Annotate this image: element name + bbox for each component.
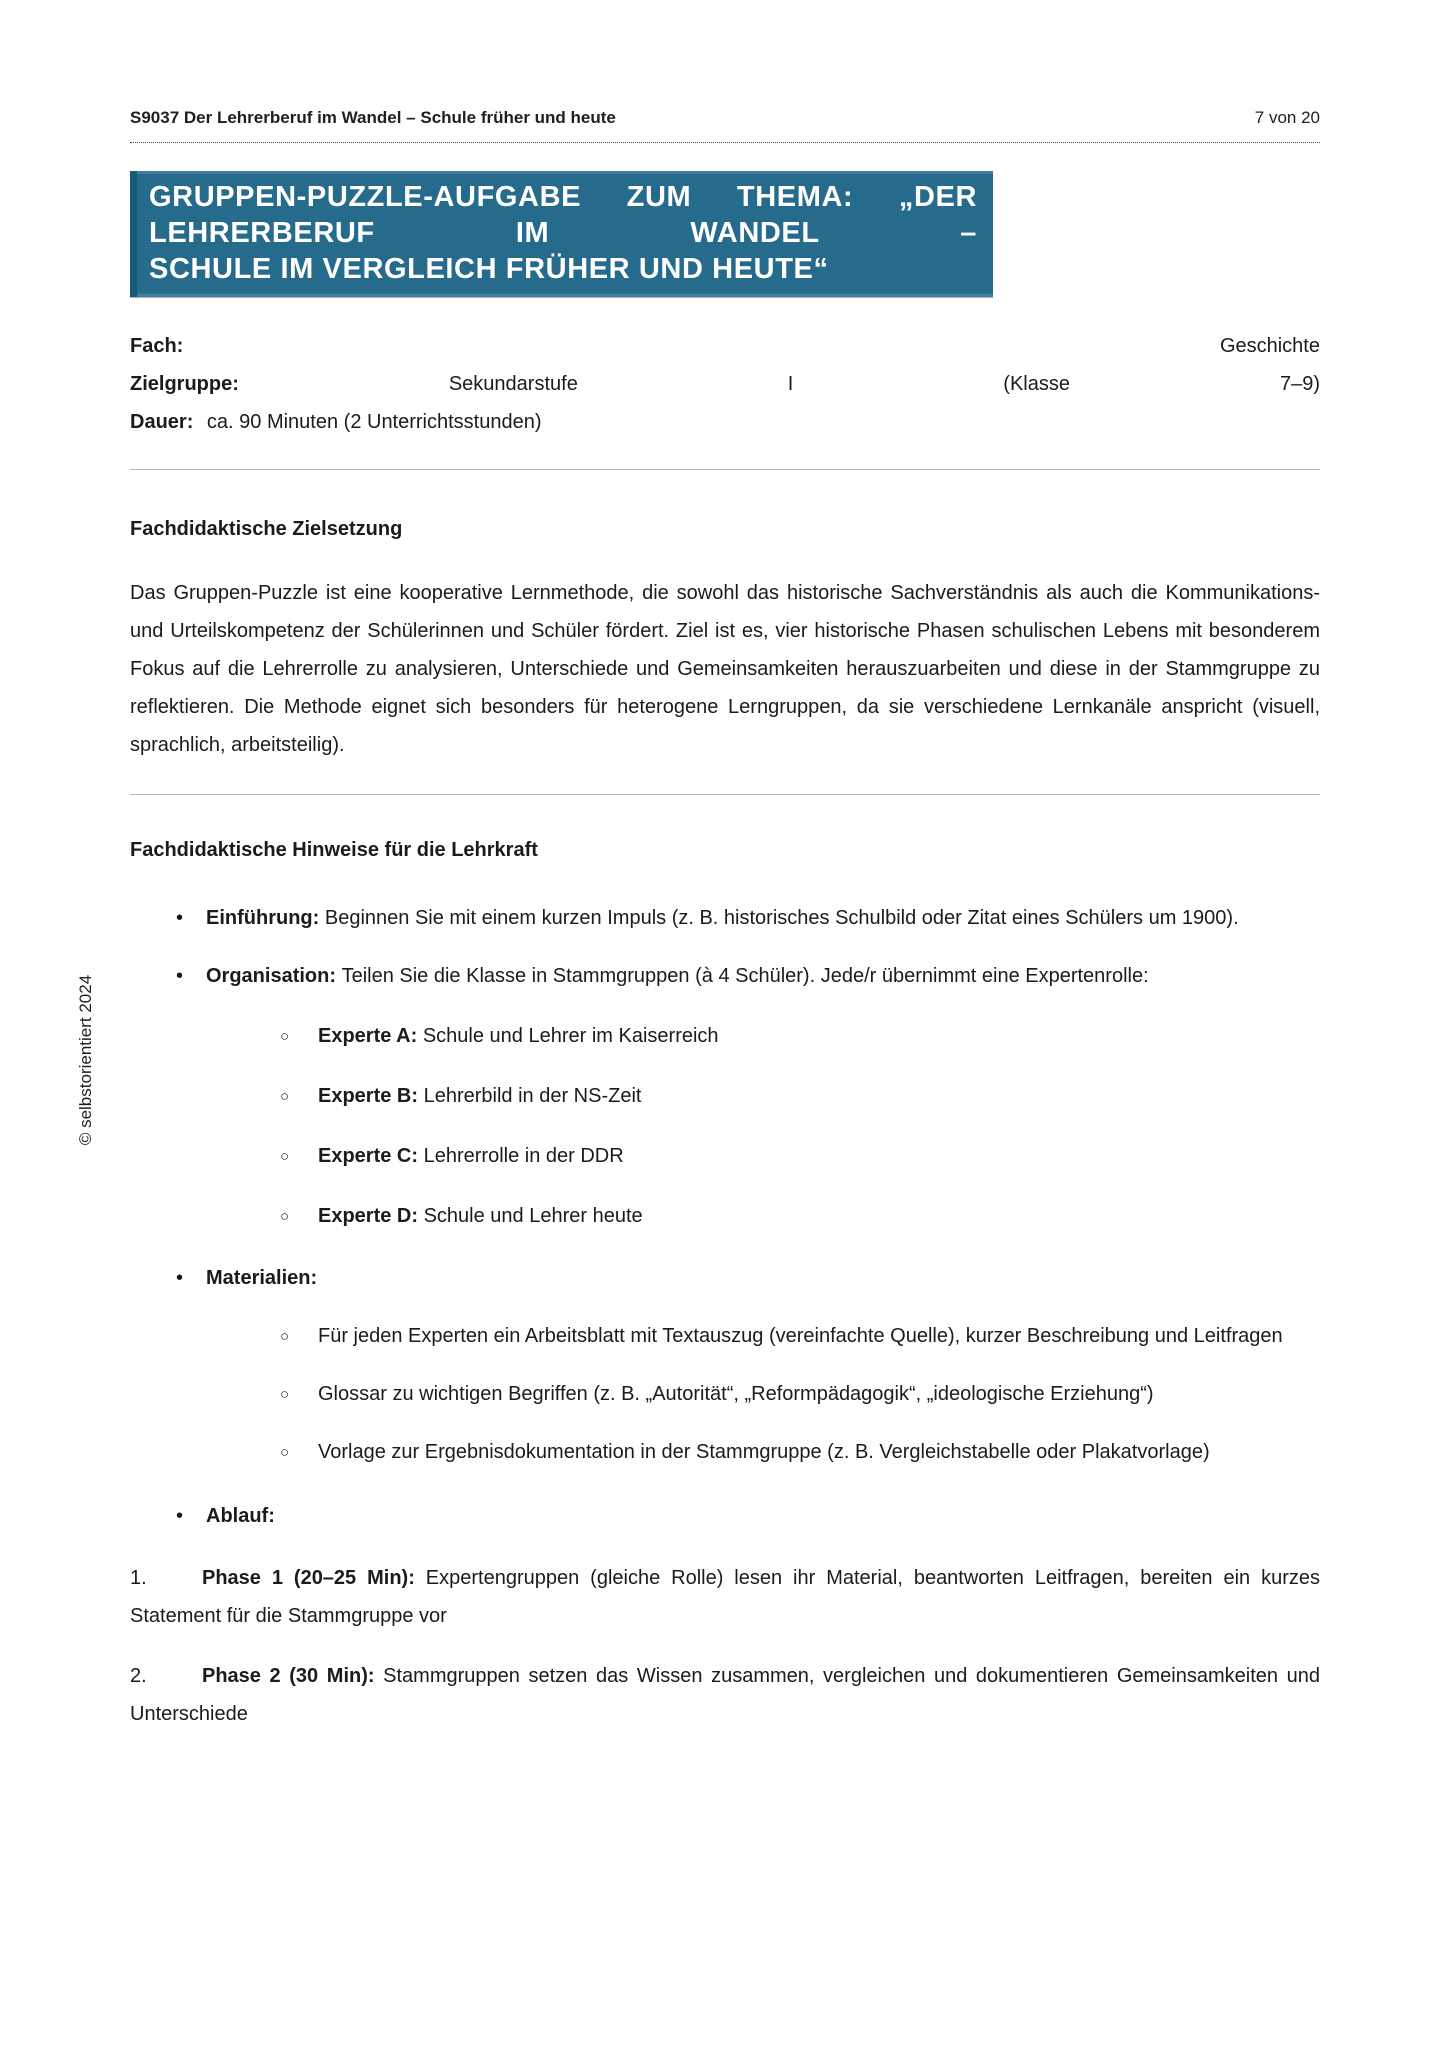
einfuehrung-text: Beginnen Sie mit einem kurzen Impuls (z. B. historisches Schulbild oder Zitat eines Schülers um 1900).: [324, 907, 1239, 929]
phase-2-number: 2.: [130, 1665, 147, 1687]
page-content: [130, 0, 1320, 1733]
material-item-2-text: Glossar zu wichtigen Begriffen (z. B. „Autorität“, „Reformpädagogik“, „ideologische Erziehung“): [318, 1383, 1154, 1405]
divider-1: [130, 469, 1320, 470]
zielgruppe-row: [130, 365, 1320, 403]
paragraph-zielsetzung: Das Gruppen-Puzzle ist eine kooperative Lernmethode, die sowohl das historische Sachverständnis als auch die Kommunikations- und Urteilskompetenz der Schülerinnen und Schüler fördert. Ziel ist es, vier historische Phasen schulischen Lebens mit besonderem Fokus auf die Lehrerrolle zu analysieren, Unterschiede und Gemeinsamkeiten herauszuarbeiten und diese in der Stammgruppe zu reflektieren. Die Methode eignet sich besonders für heterogene Lerngruppen, da sie verschiedene Lernkanäle anspricht (visuell, sprachlich, arbeitsteilig).: [130, 582, 1320, 756]
title-line-1: GRUPPEN-PUZZLE-AUFGABE ZUM THEMA: „DER LEHRERBERUF IM WANDEL –: [149, 181, 977, 249]
zielgruppe-word: I: [787, 373, 794, 395]
bullet-materialien: [130, 1259, 1320, 1297]
zielgruppe-label: Zielgruppe:: [130, 373, 239, 395]
expert-item-d: [130, 1197, 1320, 1235]
phase-1-text: Expertengruppen (gleiche Rolle) lesen ihr Material, beantworten Leitfragen, bereiten ein kurzes Statement für die Stammgruppe vor: [130, 1567, 1320, 1627]
divider-2: [130, 794, 1320, 795]
material-item-1-text: Für jeden Experten ein Arbeitsblatt mit Textauszug (vereinfachte Quelle), kurzer Beschreibung und Leitfragen: [318, 1325, 1283, 1347]
expert-b-label: Experte B:: [318, 1085, 424, 1107]
circle-bullet-icon: ○: [280, 1386, 290, 1403]
heading-zielsetzung: Fachdidaktische Zielsetzung: [130, 518, 403, 540]
expert-item-c: [130, 1137, 1320, 1175]
organisation-label: Organisation:: [206, 965, 342, 987]
dauer-row: [130, 403, 1320, 441]
phase-1-label: Phase 1 (20–25 Min):: [202, 1567, 426, 1589]
page-indicator: 7 von 20: [1254, 108, 1320, 127]
doc-code: S9037 Der Lehrerberuf im Wandel – Schule früher und heute: [130, 108, 616, 127]
running-header: [130, 0, 1320, 143]
einfuehrung-label: Einführung:: [206, 907, 325, 929]
bullet-icon: •: [176, 907, 184, 929]
circle-bullet-icon: ○: [280, 1208, 290, 1225]
fach-label: Fach:: [130, 335, 184, 357]
circle-bullet-icon: ○: [280, 1444, 290, 1461]
organisation-text: Teilen Sie die Klasse in Stammgruppen (à 4 Schüler). Jede/r übernimmt eine Expertenrolle:: [341, 965, 1149, 987]
meta-block: [130, 327, 1320, 441]
bullet-icon: •: [176, 1267, 184, 1289]
dauer-label: Dauer:: [130, 411, 199, 433]
zielgruppe-word: 7–9): [1279, 373, 1320, 395]
material-item-2: [130, 1375, 1320, 1413]
zielgruppe-word: Sekundarstufe: [448, 373, 578, 395]
bullet-icon: •: [176, 965, 184, 987]
dauer-value: ca. 90 Minuten (2 Unterrichtsstunden): [206, 411, 542, 433]
expert-d-label: Experte D:: [318, 1205, 424, 1227]
phase-2-label: Phase 2 (30 Min):: [202, 1665, 384, 1687]
fach-value: Geschichte: [1219, 335, 1320, 357]
phase-1-number: 1.: [130, 1567, 147, 1589]
expert-b-text: Lehrerbild in der NS-Zeit: [423, 1085, 642, 1107]
circle-bullet-icon: ○: [280, 1028, 290, 1045]
circle-bullet-icon: ○: [280, 1328, 290, 1345]
material-item-3: [130, 1433, 1320, 1471]
bullet-einfuehrung: [130, 899, 1320, 937]
zielgruppe-word: (Klasse: [1003, 373, 1070, 395]
copyright-sidenote: © selbstorientiert 2024: [76, 974, 95, 1146]
phase-item-1: [130, 1559, 1320, 1635]
expert-a-text: Schule und Lehrer im Kaiserreich: [422, 1025, 719, 1047]
circle-bullet-icon: ○: [280, 1088, 290, 1105]
material-item-1: [130, 1317, 1320, 1355]
material-item-3-text: Vorlage zur Ergebnisdokumentation in der Stammgruppe (z. B. Vergleichstabelle oder Plakatvorlage): [318, 1441, 1210, 1463]
expert-a-label: Experte A:: [318, 1025, 423, 1047]
phase-item-2: [130, 1657, 1320, 1733]
ablauf-label: Ablauf:: [206, 1505, 275, 1527]
materialien-label: Materialien:: [206, 1267, 318, 1289]
expert-item-b: [130, 1077, 1320, 1115]
expert-c-text: Lehrerrolle in der DDR: [423, 1145, 624, 1167]
bullet-ablauf: [130, 1497, 1320, 1535]
expert-d-text: Schule und Lehrer heute: [423, 1205, 643, 1227]
phase-2-text: Stammgruppen setzen das Wissen zusammen, vergleichen und dokumentieren Gemeinsamkeiten und Unterschiede: [130, 1665, 1320, 1725]
bullet-organisation: [130, 957, 1320, 995]
heading-hinweise: Fachdidaktische Hinweise für die Lehrkraft: [130, 839, 538, 861]
title-banner: [130, 171, 993, 297]
bullet-icon: •: [176, 1505, 184, 1527]
circle-bullet-icon: ○: [280, 1148, 290, 1165]
title-line-2: SCHULE IM VERGLEICH FRÜHER UND HEUTE“: [149, 253, 829, 285]
expert-c-label: Experte C:: [318, 1145, 424, 1167]
fach-row: [130, 327, 1320, 365]
expert-item-a: [130, 1017, 1320, 1055]
